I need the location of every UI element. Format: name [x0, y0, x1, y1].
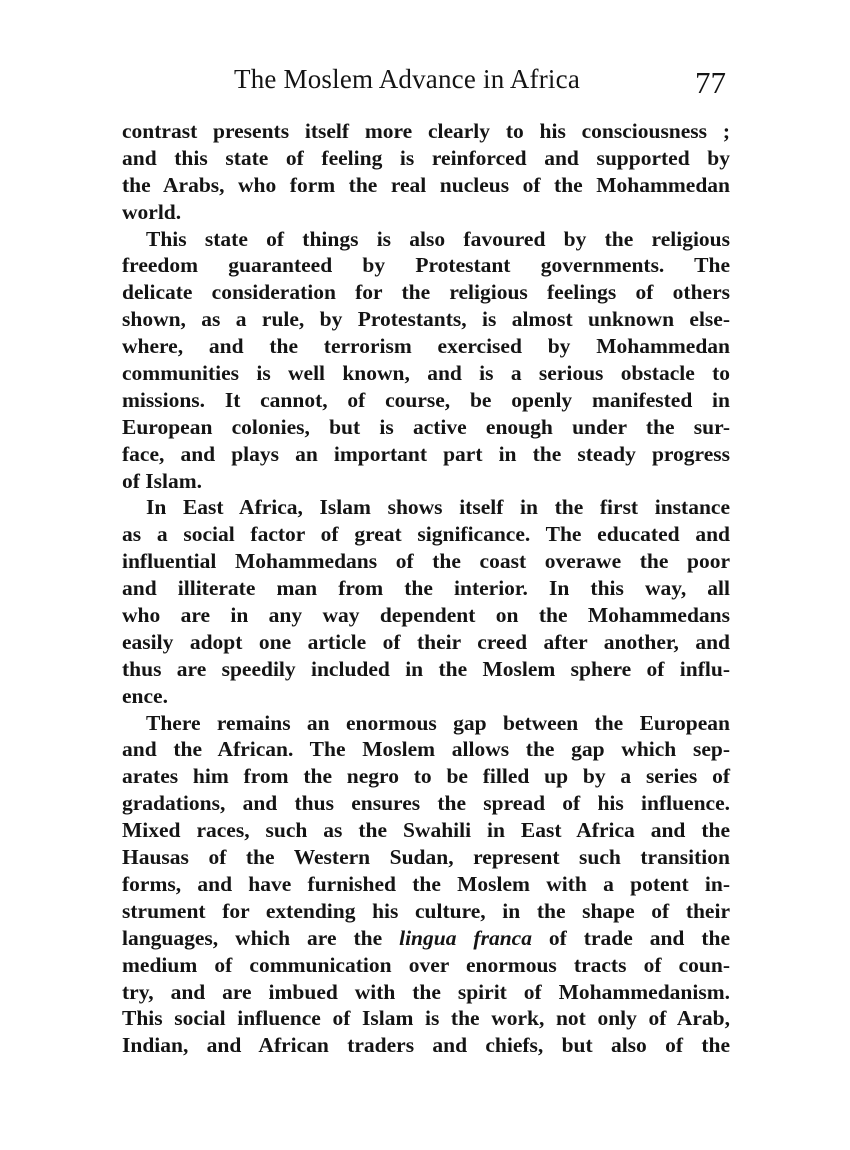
text-line: delicate consideration for the religious feelings of others [122, 280, 730, 305]
text-line: Hausas of the Western Sudan, represent such transition [122, 845, 730, 870]
text-run: of trade and the [531, 925, 730, 950]
paragraph-start-line: In East Africa, Islam shows itself in the first instance [146, 495, 730, 520]
text-line: as a social factor of great significance. The educated and [122, 522, 730, 547]
paragraph-start-line: This state of things is also favoured by the religious [146, 226, 730, 251]
text-line-with-italic [122, 925, 730, 952]
text-line: who are in any way dependent on the Mohammedans [122, 603, 730, 628]
text-line: Indian, and African traders and chiefs, but also of the [122, 1033, 730, 1058]
body-text [122, 118, 730, 1059]
text-line: medium of communication over enormous tracts of coun- [122, 952, 730, 977]
text-line: forms, and have furnished the Moslem with a potent in- [122, 871, 730, 896]
text-line: Mixed races, such as the Swahili in East Africa and the [122, 818, 730, 843]
text-line: influential Mohammedans of the coast overawe the poor [122, 549, 730, 574]
text-line: of Islam. [122, 468, 203, 493]
text-line: face, and plays an important part in the steady progress [122, 441, 730, 466]
text-line: easily adopt one article of their creed after another, and [122, 629, 730, 654]
text-line: shown, as a rule, by Protestants, is almost unknown else- [122, 307, 730, 332]
text-line: gradations, and thus ensures the spread of his influence. [122, 791, 730, 816]
text-line: strument for extending his culture, in the shape of their [122, 898, 730, 923]
paragraph-start-line: There remains an enormous gap between the European [146, 710, 730, 735]
running-head [122, 62, 730, 102]
text-line: This social influence of Islam is the work, not only of Arab, [122, 1006, 730, 1031]
text-line: communities is well known, and is a serious obstacle to [122, 361, 730, 386]
page-number: 77 [695, 65, 726, 100]
text-line: ence. [122, 683, 168, 708]
text-line: the Arabs, who form the real nucleus of the Mohammedan [122, 172, 730, 197]
text-line: missions. It cannot, of course, be openly manifested in [122, 387, 730, 412]
text-line: arates him from the negro to be filled up by a series of [122, 764, 730, 789]
text-line: and illiterate man from the interior. In this way, all [122, 576, 730, 601]
text-line: and this state of feeling is reinforced and supported by [122, 145, 730, 170]
text-line: contrast presents itself more clearly to his consciousness ; [122, 119, 730, 143]
running-title: The Moslem Advance in Africa [234, 64, 581, 94]
text-line: world. [122, 199, 182, 224]
text-line: thus are speedily included in the Moslem sphere of influ- [122, 656, 730, 681]
text-line: where, and the terrorism exercised by Mohammedan [122, 334, 730, 359]
italic-phrase: lingua franca [399, 925, 532, 950]
text-line: try, and are imbued with the spirit of Mohammedanism. [122, 979, 730, 1004]
text-run: languages, which are the [122, 925, 400, 950]
text-line: freedom guaranteed by Protestant governments. The [122, 253, 730, 278]
text-line: and the African. The Moslem allows the gap which sep- [122, 737, 730, 762]
text-line: European colonies, but is active enough under the sur- [122, 414, 730, 439]
